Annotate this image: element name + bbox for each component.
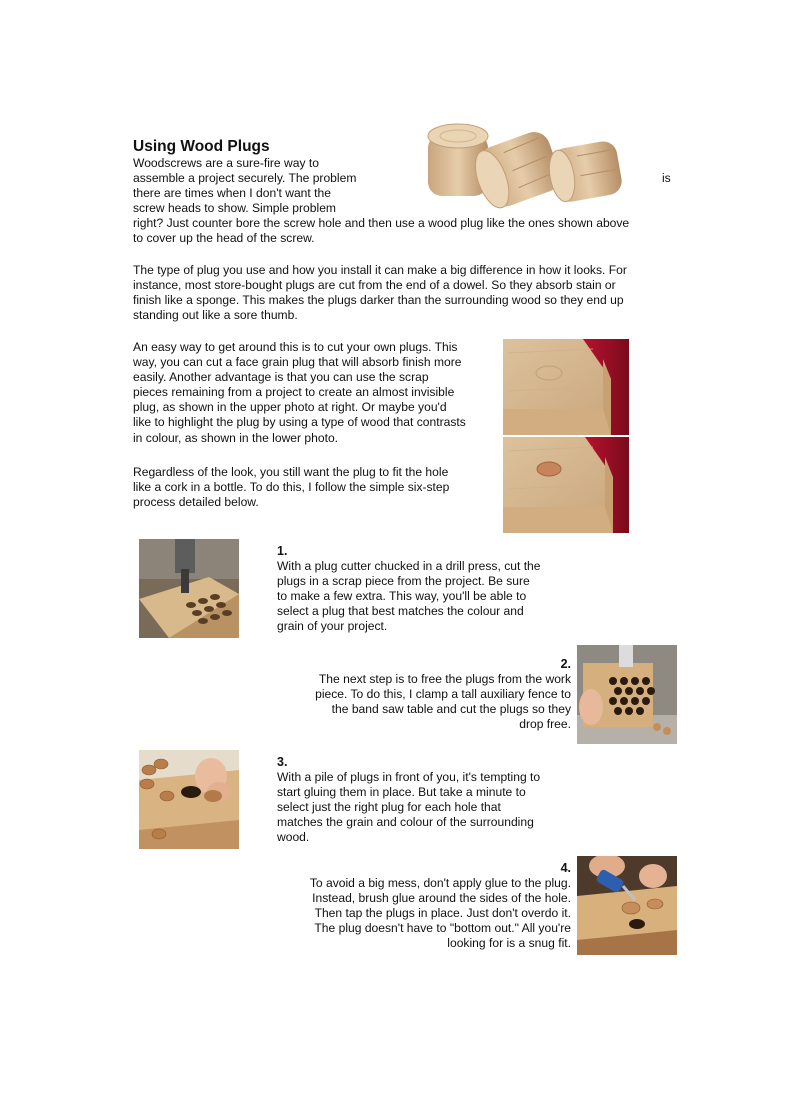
paragraph-line: standing out like a sore thumb.	[133, 308, 298, 323]
paragraph-line: in colour, as shown in the lower photo.	[133, 430, 339, 445]
step-line: drop free.	[519, 717, 571, 732]
paragraph-line: instance, most store-bought plugs are cut from the end of a dowel. So they absorb stain or	[133, 278, 616, 293]
step-2	[270, 657, 571, 732]
step-3	[277, 755, 577, 845]
plug-selection-photo	[139, 750, 239, 849]
step-line: wood.	[277, 830, 310, 845]
step-line: With a plug cutter chucked in a drill press, cut the	[277, 559, 541, 573]
intro-paragraph	[133, 156, 423, 216]
wood-plugs-photo	[420, 118, 635, 210]
paragraph-line: like a cork in a bottle. To do this, I follow the simple six-step	[133, 480, 450, 495]
step-line: Then tap the plugs in place. Just don't overdo it.	[314, 906, 571, 921]
step-line: grain of your project.	[277, 619, 388, 634]
intro-line: to cover up the head of the screw.	[133, 231, 315, 246]
step-line: The next step is to free the plugs from the work	[318, 672, 571, 686]
step-line: With a pile of plugs in front of you, it's tempting to	[277, 770, 541, 784]
intro-line: assemble a project securely. The problem	[133, 171, 357, 186]
paragraph-line: pieces remaining from a project to create an almost invisible	[133, 385, 455, 400]
paragraph-line: easily. Another advantage is that you can use the scrap	[133, 370, 429, 385]
step-line: matches the grain and colour of the surrounding	[277, 815, 534, 830]
step-1	[277, 544, 577, 634]
intro-line: there are times when I don't want the	[133, 186, 331, 201]
glue-brush-photo	[577, 856, 677, 955]
paragraph-line: process detailed below.	[133, 495, 259, 510]
step-number: 4.	[560, 861, 571, 875]
paragraph-six-steps	[133, 465, 503, 510]
step-line: the band saw table and cut the plugs so they	[331, 702, 571, 717]
step-line: plugs in a scrap piece from the project. Be sure	[277, 574, 530, 589]
plug-comparison-photo	[503, 339, 629, 533]
step-line: to make a few extra. This way, you'll be able to	[277, 589, 527, 604]
step-line: select just the right plug for each hole that	[277, 800, 501, 815]
step-number: 3.	[277, 755, 288, 769]
step-line: The plug doesn't have to "bottom out." All you're	[314, 921, 571, 936]
paragraph-line: An easy way to get around this is to cut your own plugs. This	[133, 340, 458, 354]
paragraph-line: The type of plug you use and how you install it can make a big difference in how it looks. For	[133, 263, 627, 277]
paragraph-plug-types	[133, 263, 693, 323]
paragraph-line: Regardless of the look, you still want the plug to fit the hole	[133, 465, 449, 479]
intro-line: Woodscrews are a sure-fire way to	[133, 156, 319, 170]
step-line: Instead, brush glue around the sides of the hole.	[312, 891, 571, 906]
paragraph-line: finish like a sponge. This makes the plugs darker than the surrounding wood so they end up	[133, 293, 624, 308]
intro-line: right? Just counter bore the screw hole and then use a wood plug like the ones shown above	[133, 216, 630, 230]
article-title: Using Wood Plugs	[133, 138, 270, 155]
paragraph-line: like to highlight the plug by using a type of wood that contrasts	[133, 415, 466, 430]
band-saw-photo	[577, 645, 677, 744]
intro-line: screw heads to show. Simple problem	[133, 201, 337, 216]
paragraph-own-plugs	[133, 340, 503, 446]
intro-word-is: is	[662, 171, 671, 185]
step-line: To avoid a big mess, don't apply glue to the plug.	[309, 876, 571, 890]
step-line: start gluing them in place. But take a minute to	[277, 785, 526, 800]
paragraph-line: plug, as shown in the upper photo at right. Or maybe you'd	[133, 400, 447, 415]
intro-tail	[133, 216, 693, 246]
drill-press-photo	[139, 539, 239, 638]
step-line: piece. To do this, I clamp a tall auxiliary fence to	[315, 687, 571, 702]
step-number: 1.	[277, 544, 288, 558]
paragraph-line: way, you can cut a face grain plug that will absorb finish more	[133, 355, 462, 370]
step-line: looking for is a snug fit.	[447, 936, 571, 951]
step-4	[270, 861, 571, 951]
step-line: select a plug that best matches the colour and	[277, 604, 524, 619]
step-number: 2.	[560, 657, 571, 671]
